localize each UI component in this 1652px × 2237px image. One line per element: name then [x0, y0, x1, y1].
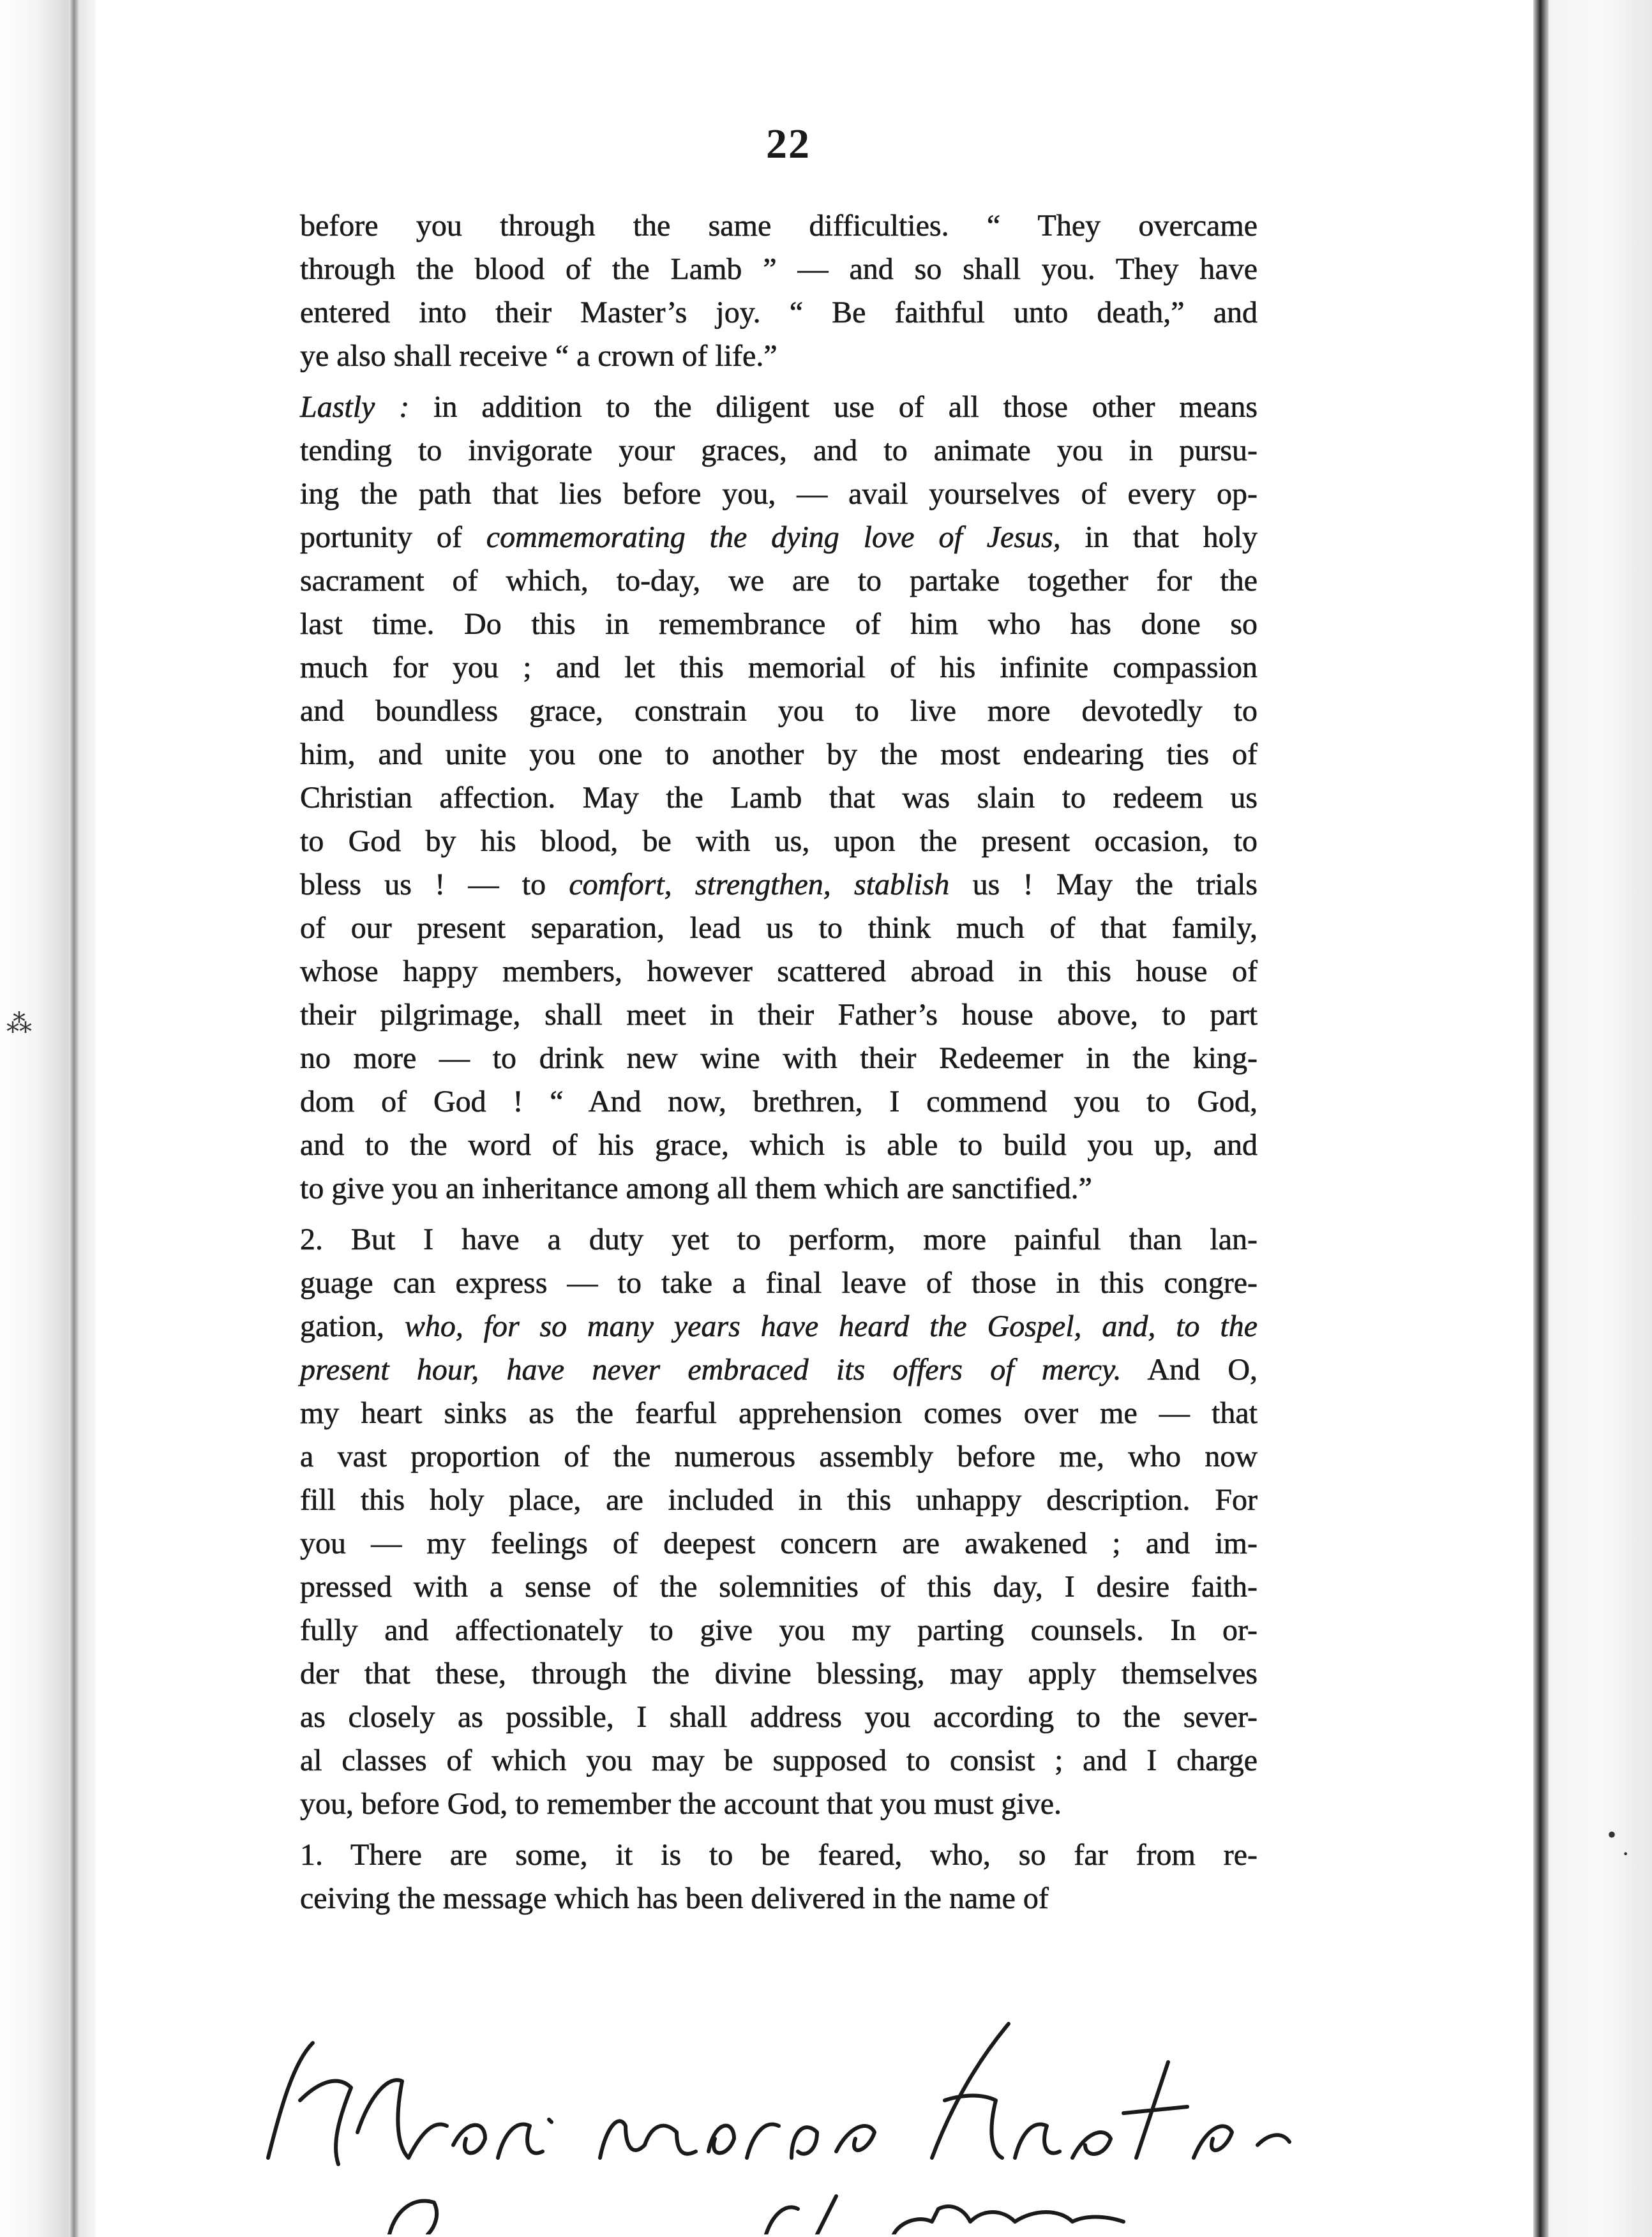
- roman-text: you, before God, to remember the account that you must give.: [300, 1787, 1062, 1821]
- roman-text: ye also shall receive “ a crown of life.”: [300, 339, 777, 373]
- italic-text: comfort, strengthen, stablish: [569, 868, 950, 901]
- roman-text: 1. There are some, it is to be feared, who, so far from re-: [300, 1838, 1258, 1872]
- roman-text: last time. Do this in remembrance of him who has done so: [300, 607, 1258, 641]
- text-line: [300, 248, 1258, 291]
- scan-speck: ·: [1621, 1839, 1630, 1868]
- text-line: [300, 429, 1258, 472]
- roman-text: der that these, through the divine blessing, may apply themselves: [300, 1657, 1258, 1691]
- text-line: [300, 1565, 1258, 1609]
- roman-text: a vast proportion of the numerous assembly before me, who now: [300, 1440, 1258, 1473]
- roman-text: much for you ; and let this memorial of his infinite compassion: [300, 651, 1258, 684]
- text-line: [300, 516, 1258, 559]
- roman-text: sacrament of which, to-day, we are to partake together for the: [300, 564, 1258, 598]
- body-text: [300, 204, 1258, 1920]
- text-line: [300, 386, 1258, 429]
- roman-text: dom of God ! “ And now, brethren, I commend you to God,: [300, 1085, 1258, 1118]
- italic-text: Lastly :: [300, 390, 410, 424]
- text-line: [300, 1877, 1258, 1920]
- roman-text: my heart sinks as the fearful apprehension comes over me — that: [300, 1396, 1258, 1430]
- text-line: [300, 1739, 1258, 1782]
- text-line: [300, 1609, 1258, 1652]
- text-line: [300, 1262, 1258, 1305]
- roman-text: pressed with a sense of the solemnities of this day, I desire faith-: [300, 1570, 1258, 1604]
- roman-text: fill this holy place, are included in this unhappy description. For: [300, 1483, 1258, 1517]
- text-line: [300, 1834, 1258, 1877]
- scan-speck: ⁂: [6, 1009, 32, 1038]
- roman-text: ing the path that lies before you, — avail yourselves of every op-: [300, 477, 1258, 511]
- roman-text: fully and affectionately to give you my parting counsels. In or-: [300, 1613, 1258, 1647]
- scan-right-margin: [1549, 0, 1652, 2237]
- scan-left-shadow: [69, 0, 79, 2237]
- roman-text: of our present separation, lead us to think much of that family,: [300, 911, 1258, 945]
- roman-text: al classes of which you may be supposed to consist ; and I charge: [300, 1744, 1258, 1777]
- roman-text: in that holy: [1060, 520, 1258, 554]
- text-line: [300, 1652, 1258, 1696]
- text-line: [300, 1037, 1258, 1080]
- roman-text: gation,: [300, 1309, 405, 1343]
- text-line: [300, 204, 1258, 248]
- text-line: [300, 1522, 1258, 1565]
- page-number: 22: [766, 121, 811, 167]
- roman-text: and boundless grace, constrain you to live more devotedly to: [300, 694, 1258, 728]
- roman-text: him, and unite you one to another by the most endearing ties of: [300, 737, 1258, 771]
- scan-left-margin: [0, 0, 96, 2237]
- roman-text: their pilgrimage, shall meet in their Father’s house above, to part: [300, 998, 1258, 1032]
- italic-text: commemorating the dying love of Jesus,: [486, 520, 1061, 554]
- text-line: [300, 559, 1258, 603]
- roman-text: tending to invigorate your graces, and to animate you in pursu-: [300, 433, 1258, 467]
- roman-text: portunity of: [300, 520, 486, 554]
- roman-text: us ! May the trials: [949, 868, 1258, 901]
- roman-text: And O,: [1121, 1353, 1258, 1387]
- text-line: [300, 1167, 1258, 1210]
- roman-text: before you through the same difficulties. “ They overcame: [300, 209, 1258, 243]
- text-line: [300, 1696, 1258, 1739]
- roman-text: to give you an inheritance among all them which are sanctified.”: [300, 1171, 1092, 1205]
- scan-speck: •: [1607, 1820, 1617, 1849]
- roman-text: to God by his blood, be with us, upon the present occasion, to: [300, 824, 1258, 858]
- text-line: [300, 950, 1258, 993]
- handwritten-annotation: [243, 1966, 1455, 2234]
- text-line: [300, 472, 1258, 516]
- roman-text: you — my feelings of deepest concern are awakened ; and im-: [300, 1526, 1258, 1560]
- roman-text: and to the word of his grace, which is able to build you up, and: [300, 1128, 1258, 1162]
- text-line: [300, 907, 1258, 950]
- text-line: [300, 1392, 1258, 1435]
- text-line: [300, 291, 1258, 335]
- roman-text: through the blood of the Lamb ” — and so shall you. They have: [300, 252, 1258, 286]
- text-line: [300, 335, 1258, 378]
- text-line: [300, 1479, 1258, 1522]
- text-line: [300, 820, 1258, 863]
- text-line: [300, 863, 1258, 907]
- text-line: [300, 1435, 1258, 1479]
- roman-text: whose happy members, however scattered abroad in this house of: [300, 954, 1258, 988]
- text-line: [300, 993, 1258, 1037]
- scan-right-shadow: [1533, 0, 1549, 2237]
- roman-text: in addition to the diligent use of all those other means: [409, 390, 1258, 424]
- text-line: [300, 1782, 1258, 1826]
- text-line: [300, 733, 1258, 776]
- roman-text: ceiving the message which has been delivered in the name of: [300, 1881, 1049, 1915]
- text-line: [300, 776, 1258, 820]
- roman-text: as closely as possible, I shall address you according to the sever-: [300, 1700, 1258, 1734]
- text-line: [300, 1080, 1258, 1124]
- text-line: [300, 1124, 1258, 1167]
- text-line: [300, 689, 1258, 733]
- roman-text: guage can express — to take a final leave of those in this congre-: [300, 1266, 1258, 1300]
- text-line: [300, 603, 1258, 646]
- roman-text: no more — to drink new wine with their Redeemer in the king-: [300, 1041, 1258, 1075]
- italic-text: present hour, have never embraced its offers of mercy.: [300, 1353, 1122, 1387]
- text-line: [300, 1348, 1258, 1392]
- text-line: [300, 646, 1258, 689]
- roman-text: entered into their Master’s joy. “ Be faithful unto death,” and: [300, 296, 1258, 329]
- roman-text: bless us ! — to: [300, 868, 569, 901]
- text-line: [300, 1305, 1258, 1348]
- text-line: [300, 1218, 1258, 1262]
- roman-text: 2. But I have a duty yet to perform, more painful than lan-: [300, 1223, 1258, 1256]
- italic-text: who, for so many years have heard the Gospel, and, to the: [404, 1309, 1258, 1343]
- roman-text: Christian affection. May the Lamb that was slain to redeem us: [300, 781, 1258, 815]
